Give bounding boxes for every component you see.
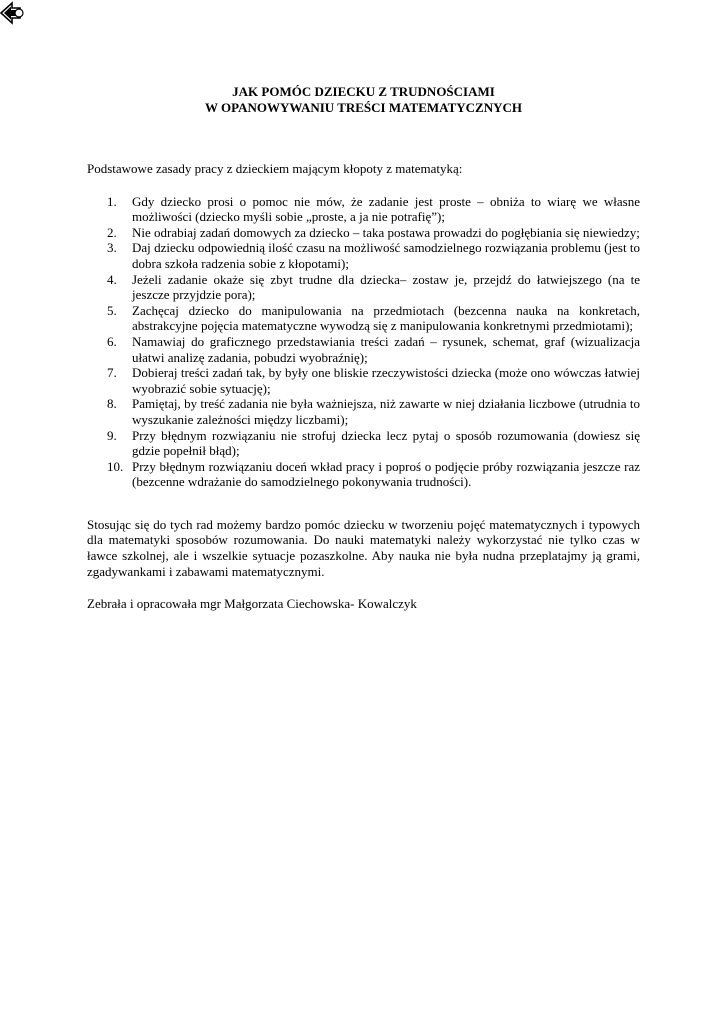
- list-item: [87, 396, 640, 427]
- list-item: [87, 225, 640, 241]
- back-arrow-icon[interactable]: [0, 0, 26, 26]
- list-item-text: Zachęcaj dziecko do manipulowania na przedmiotach (bezcenna nauka na konkretach, abstrakcyjne pojęcia matematyczne wywodzą się z manipulowania konkretnymi przedmiotami);: [132, 302, 640, 334]
- list-item: [87, 365, 640, 396]
- list-item-text: Pamiętaj, by treść zadania nie była ważniejsza, niż zawarte w niej działania liczbowe (utrudnia to wyszukanie zależności między liczbami);: [132, 396, 640, 427]
- list-item: [87, 240, 640, 271]
- list-item-number: 10.: [107, 458, 124, 474]
- list-item: [87, 459, 640, 490]
- list-item-number: 3.: [107, 240, 117, 256]
- list-item-text: Gdy dziecko prosi o pomoc nie mów, że zadanie jest proste – obniża to wiarę we własne możliwości (dziecko myśli sobie „proste, a ja nie potrafię”);: [132, 193, 640, 225]
- list-item: [87, 272, 640, 303]
- document-page: [87, 84, 640, 612]
- list-item-text: Daj dziecku odpowiednią ilość czasu na możliwość samodzielnego rozwiązania problemu (jest to dobra szkoła radzenia sobie z kłopotami);: [132, 240, 640, 271]
- list-item: [87, 303, 640, 334]
- list-item-number: 6.: [107, 333, 117, 349]
- title-line-1: JAK POMÓC DZIECKU Z TRUDNOŚCIAMI: [232, 84, 495, 99]
- list-item-text: Przy błędnym rozwiązaniu doceń wkład pracy i poproś o podjęcie próby rozwiązania jeszcze raz (bezcenne wdrażanie do samodzielnego pokonywania trudności).: [132, 458, 640, 490]
- list-item-text: Jeżeli zadanie okaże się zbyt trudne dla dziecka– zostaw je, przejdź do łatwiejszego (na te jeszcze przyjdzie pora);: [132, 271, 640, 303]
- list-item-text: Przy błędnym rozwiązaniu nie strofuj dziecka lecz pytaj o sposób rozumowania (dowiesz się gdzie popełnił błąd);: [132, 427, 640, 459]
- list-item: [87, 194, 640, 225]
- list-item-text: Dobieraj treści zadań tak, by były one bliskie rzeczywistości dziecka (może ono wówczas łatwiej wyobrazić sobie sytuację);: [132, 365, 640, 396]
- list-item: [87, 334, 640, 365]
- list-item-number: 1.: [107, 193, 117, 209]
- list-item: [87, 428, 640, 459]
- document-title: [87, 84, 640, 115]
- summary-paragraph: Stosując się do tych rad możemy bardzo pomóc dziecku w tworzeniu pojęć matematycznych i typowych dla matematyki sposobów rozumowania. Do nauki matematyki należy wykorzystać nie tylko czas w ławce szkolnej, ale i wszelkie sytuacje pozaszkolne. Aby nauka nie była nudna przeplatajmy ją grami, zgadywankami i zabawami matematycznymi.: [87, 516, 640, 579]
- list-item-number: 5.: [107, 302, 117, 318]
- title-line-2: W OPANOWYWANIU TREŚCI MATEMATYCZNYCH: [205, 99, 522, 115]
- rules-list: [87, 194, 640, 490]
- list-item-text: Nie odrabiaj zadań domowych za dziecko – taka postawa prowadzi do pogłębiania się niewiedzy;: [132, 224, 640, 240]
- author-credit: Zebrała i opracowała mgr Małgorzata Ciechowska- Kowalczyk: [87, 596, 417, 612]
- list-item-number: 4.: [107, 271, 117, 287]
- list-item-text: Namawiaj do graficznego przedstawiania treści zadań – rysunek, schemat, graf (wizualizacja ułatwi analizę zadania, pobudzi wyobraźnię);: [132, 333, 640, 365]
- list-item-number: 7.: [107, 365, 117, 381]
- list-item-number: 9.: [107, 427, 117, 443]
- intro-paragraph: Podstawowe zasady pracy z dzieckiem mającym kłopoty z matematyką:: [87, 161, 463, 176]
- list-item-number: 2.: [107, 224, 117, 240]
- list-item-number: 8.: [107, 396, 117, 412]
